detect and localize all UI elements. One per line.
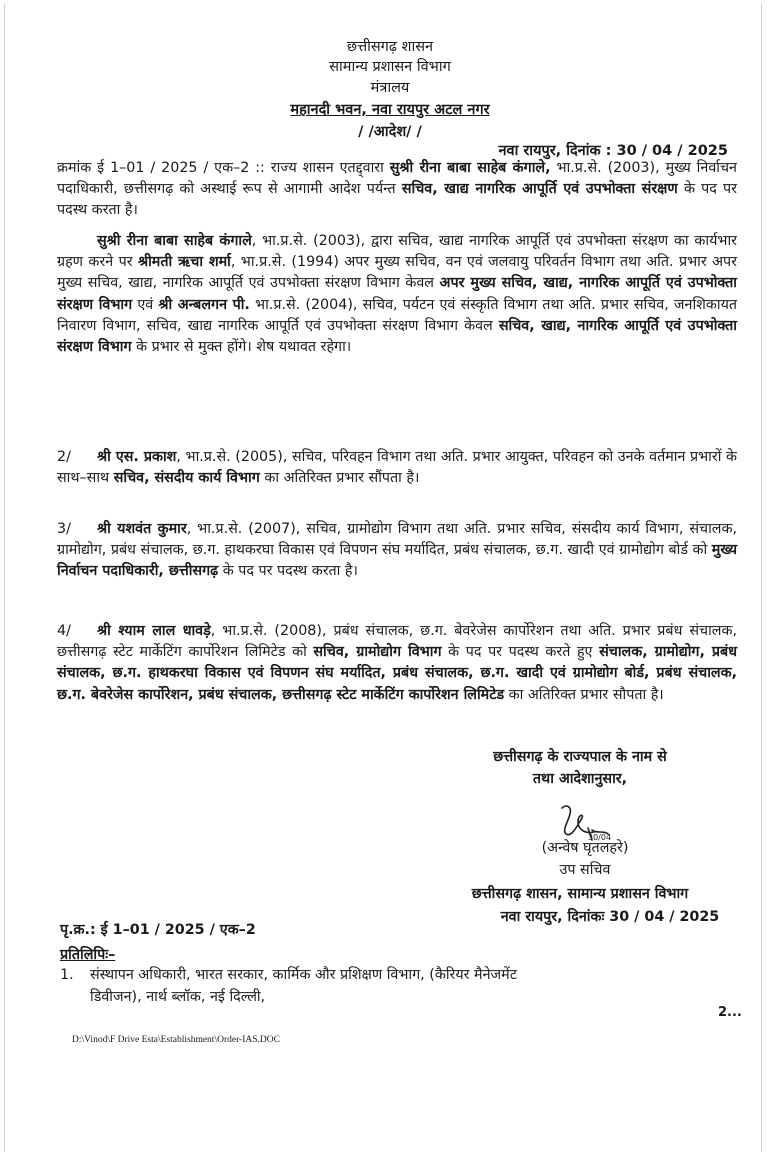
relief-post-2: सचिव, खाद्य, नागरिक आपूर्ति एवं उपभोक्ता संरक्षण विभाग (57, 317, 737, 356)
para2-officer: श्री एस. प्रकाश (97, 449, 177, 465)
copy-to-heading: प्रतिलिपिः– (60, 947, 116, 963)
intro-text-e: के पद पर पदस्थ करता है। (57, 181, 737, 219)
para4-text-f: का अतिरिक्त प्रभार सौपता है। (504, 686, 664, 703)
paragraph-2 (57, 447, 737, 489)
para3-officer: श्री यशवंत कुमार (97, 521, 187, 537)
signatory-date: नवा रायपुर, दिनांकः 30 / 04 / 2025 (500, 909, 720, 925)
para3-number: 3/ (57, 521, 71, 537)
para2-text-d: का अतिरिक्त प्रभार सौंपता है। (259, 470, 420, 487)
para2-post: सचिव, संसदीय कार्य विभाग (113, 470, 260, 487)
intro-text-c: भा.प्र.से. (2003), मुख्य निर्वाचन पदाधिकारी, छत्तीसगढ़ को अस्थाई रूप से आगामी आदेश पर्यन्त (57, 160, 737, 198)
signoff-line-2: तथा आदेशानुसार, (532, 771, 628, 787)
copy-item-number: 1. (60, 967, 74, 983)
relief-text-f: एवं (132, 296, 159, 313)
para4-number: 4/ (57, 623, 71, 639)
relief-text-h: भा.प्र.से. (2004), सचिव, पर्यटन एवं संस्कृति विभाग तथा अति. प्रभार सचिव, जनशिकायत निवारण विभाग, सचिव, खाद्य नागरिक आपूर्ति एवं उपभोक्ता संरक्षण विभाग केवल (57, 296, 738, 334)
paragraph-intro (57, 158, 737, 222)
signatory-name: (अन्वेष घृतलहरे) (541, 840, 629, 856)
header-department: सामान्य प्रशासन विभाग (329, 59, 451, 75)
para4-additional-charge: संचालक, ग्रामोद्योग, प्रबंध संचालक, छ.ग. हाथकरघा विकास एवं विपणन संघ मर्यादित, प्रबंध संचालक, छ.ग. खादी एवं ग्रामोद्योग बोर्ड, प्रबंध संचालक, छ.ग. बेवरेजेस कार्पोरेशन, प्रबंध संचालक, छत्तीसगढ़ स्टेट मार्केटिंग कार्पोरेशन लिमिटेड (57, 644, 738, 703)
para4-post: सचिव, ग्रामोद्योग विभाग (313, 644, 442, 661)
relief-officer-3: श्री अन्बलगन पी. (158, 296, 250, 313)
paragraph-relief (57, 231, 737, 358)
paragraph-3 (57, 519, 737, 583)
para4-officer: श्री श्याम लाल धावड़े (97, 623, 211, 639)
header-ministry: मंत्रालय (370, 80, 410, 96)
header-address: महानदी भवन, नवा रायपुर अटल नगर (290, 102, 490, 118)
intro-post: सचिव, खाद्य नागरिक आपूर्ति एवं उपभोक्ता संरक्षण (401, 181, 678, 198)
copy-item-text-a: संस्थापन अधिकारी, भारत सरकार, कार्मिक और प्रशिक्षण विभाग, (कैरियर मैनेजमेंट (90, 967, 517, 983)
relief-text-d: , भा.प्र.से. (1994) अपर मुख्य सचिव, वन एवं जलवायु परिवर्तन विभाग तथा अति. प्रभार अपर मुख्य सचिव, खाद्य, नागरिक आपूर्ति एवं उपभोक्ता संरक्षण विभाग केवल (57, 254, 737, 292)
relief-text-b: , भा.प्र.से. (2003), द्वारा सचिव, खाद्य नागरिक आपूर्ति एवं उपभोक्ता संरक्षण का कार्यभार ग्रहण करने पर (57, 233, 737, 271)
relief-text-j: के प्रभार से मुक्त होंगे। शेष यथावत रहेगा। (131, 339, 352, 356)
relief-post-1: अपर मुख्य सचिव, खाद्य, नागरिक आपूर्ति एवं उपभोक्ता संरक्षण विभाग (57, 275, 737, 313)
signatory-designation: उप सचिव (559, 862, 611, 878)
copy-to-item-1 (60, 964, 740, 1008)
intro-officer: सुश्री रीना बाबा साहेब कंगाले, (389, 160, 551, 176)
file-path-footer: D:\Vinod\F Drive Esta\Establishment\Order-IAS.DOC (72, 1035, 280, 1045)
para2-number: 2/ (57, 449, 71, 465)
paragraph-4 (57, 621, 737, 706)
order-date: नवा रायपुर, दिनांक : 30 / 04 / 2025 (498, 143, 728, 159)
para3-post: मुख्य निर्वाचन पदाधिकारी, छत्तीसगढ़ (57, 542, 737, 580)
intro-text-a: क्रमांक ई 1–01 / 2025 / एक–2 :: राज्य शासन एतद्द्वारा (57, 160, 390, 176)
para3-text-d: के पद पर पदस्थ करता है। (218, 563, 358, 580)
header-order-title: / /आदेश/ / (358, 124, 422, 140)
signatory-department: छत्तीसगढ़ शासन, सामान्य प्रशासन विभाग (471, 886, 689, 902)
svg-text:30/04: 30/04 (588, 833, 612, 842)
relief-officer: सुश्री रीना बाबा साहेब कंगाले (97, 233, 252, 249)
para4-text-d: के पद पर पदस्थ करते हुए (441, 644, 600, 661)
endorsement-reference: पृ.क्र.: ई 1–01 / 2025 / एक–2 (60, 922, 256, 938)
copy-item-text-b: डिवीजन), नार्थ ब्लॉक, नई दिल्ली, (90, 989, 266, 1005)
para3-text-b: , भा.प्र.से. (2007), सचिव, ग्रामोद्योग विभाग तथा अति. प्रभार सचिव, संसदीय कार्य विभाग, संचालक, ग्रामोद्योग, प्रबंध संचालक, छ.ग. हाथकरघा विकास एवं विपणन संघ मर्यादित, प्रबंध संचालक, छ.ग. खादी एवं ग्रामोद्योग बोर्ड को (57, 521, 737, 559)
para2-text-b: , भा.प्र.से. (2005), सचिव, परिवहन विभाग तथा अति. प्रभार आयुक्त, परिवहन को उनके वर्तमान प्रभारों के साथ–साथ (57, 449, 737, 487)
signoff-line-1: छत्तीसगढ़ के राज्यपाल के नाम से (493, 749, 667, 765)
page-continuation: 2... (718, 1005, 742, 1020)
relief-officer-2: श्रीमती ऋचा शर्मा (137, 254, 231, 271)
header-state: छत्तीसगढ़ शासन (346, 39, 434, 55)
para4-text-b: , भा.प्र.से. (2008), प्रबंध संचालक, छ.ग. बेवरेजेस कार्पोरेशन तथा अति. प्रभार प्रबंध संचालक, छत्तीसगढ़ स्टेट मार्केटिंग कार्पोरेशन लिमिटेड को (57, 623, 738, 661)
